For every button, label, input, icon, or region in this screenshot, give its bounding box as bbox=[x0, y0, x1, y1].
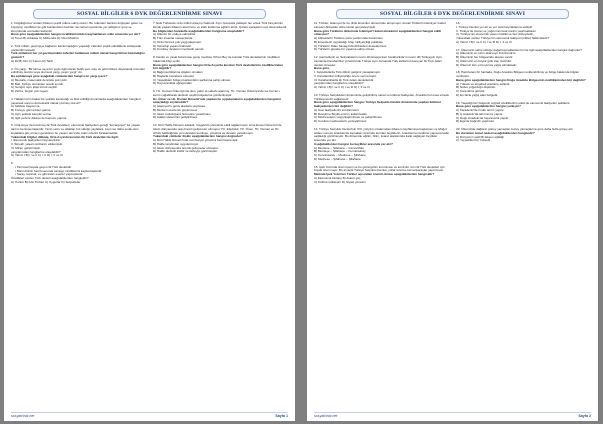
question bbox=[314, 128, 449, 162]
answer-option: D) Adalet sisteminin geliştirilmesi bbox=[153, 115, 198, 120]
answer-option: A) Bağımsızlıklarına düşkün olmaları bbox=[153, 70, 203, 74]
question-prompt: Buna göre aşağıdakilerden hangisi Türkiye Selçuklu Devleti döneminde yapılan kültürel faaliyetlerden biri değildir? bbox=[314, 100, 441, 108]
answer-option: A) Karadeniz'de fındık tarımı yapılır. bbox=[456, 108, 505, 112]
answer-option: A) Mustafa, matematik dersinde çok iyidir. bbox=[11, 77, 68, 82]
answer-option: D) Teknoloji yaşam hakimdir. bbox=[153, 43, 192, 48]
answer-option: B) Halife tarafından uygulanmıştır. bbox=[153, 141, 200, 146]
question-stem: 3. Ön yargı; “Bir kimse veya bir şeyle ilgili olarak belirli şart, olay ve görüntülere dayanarak önceden edinilmiş olumlu veya olumsuz yargı, peşin yargı” dır. bbox=[11, 66, 145, 75]
answer-options bbox=[314, 109, 449, 124]
answer-option: • Tarımsal hayata geçen ilk Türk devletidir. bbox=[15, 164, 72, 169]
question-stem: 19. Yaşadığımız bölgenin coğrafi özelliklerinin etkisi ile ekonomik faaliyetler şekillenir. bbox=[456, 100, 571, 105]
question bbox=[456, 71, 591, 97]
answer-option: C) Aynı şekilde karşılık verme bbox=[11, 111, 52, 116]
answer-option: yargılarından hangilerine ulaşılabilir? bbox=[314, 81, 364, 86]
page-2-title: SOSYAL BİLGİLER 6 DYK DEĞERLENDİRME SINAVI bbox=[336, 9, 569, 19]
answer-option: C) İslam topluluğuna hizmetine yaratılması bbox=[153, 111, 211, 116]
footer-site: sosyalciniz.net bbox=[314, 414, 338, 418]
question-stem: 1. Doğduğumuz andan itibaren çeşitli rollere sahip oluruz. Bu rollerden bazıları doğuştan gelen ve büyüyüp, özellikleri ile gibi belirlenirken bazıları da zaman içerisinde yer aldığımız grup ve kurumlarda sonradan kazanılır. bbox=[11, 22, 143, 33]
question-prompt: Yukarıdaki bilgiler dikkate, Orta Asya'da kurulan ilk Türk devletleri ile ilgili; bbox=[11, 134, 119, 139]
answer-option: D) Türklerin göçebe bir yaşama sahip olması bbox=[314, 47, 375, 52]
answer-option: I. Selçuklularda Türk dilinin gelişimi yavaşlamıştır. bbox=[314, 70, 381, 74]
answer-option: • Saray, tapınak, ev gibi kalıcı eserler yapmışlardır. bbox=[15, 172, 84, 177]
answer-options bbox=[153, 33, 288, 52]
question bbox=[11, 22, 146, 41]
answer-options bbox=[456, 26, 591, 45]
answer-option: C) Kültürel etkileşim D) Siyasi yönetim bbox=[314, 179, 366, 184]
question bbox=[456, 128, 591, 143]
answer-option: III. Türkiye'nin ekonomik yapısı nitelikli ve ileri düzeydedir. bbox=[456, 32, 534, 37]
answer-options bbox=[314, 71, 449, 90]
page-2-column-left bbox=[314, 22, 449, 408]
question-stem: 16. bbox=[456, 22, 461, 25]
question-prompt: Metinde İpek Yolu'nun Türkler açısından önemli olması aşağıdakilerden hangisidir? bbox=[314, 172, 435, 176]
answer-option: A) Yalnız I B) I ve II C) I, II D) I, II ve III bbox=[11, 153, 63, 158]
question bbox=[11, 45, 146, 64]
question-stem: 9. Hz. Osman Ödemiş'inde ilere yakın at sabahı atanmış, Hz. Osman Ödemiş'inde ise Kur'an-ı kerim çoğaltılarak devletin çeşitli bölgelerine gönderilmiştir. bbox=[153, 89, 280, 97]
page-2-footer bbox=[314, 412, 591, 418]
question bbox=[11, 162, 146, 185]
answer-option: III. Miras' geliştirmiştir. bbox=[11, 145, 41, 150]
page-1-column-right bbox=[153, 22, 288, 408]
answer-option: D) Medrese – Şifahane – Şifahane bbox=[314, 156, 361, 161]
answer-option: A) Yalnız I B) I ve II C) I ve III D) I, II ve III bbox=[314, 85, 370, 89]
answer-option: B) Nüfus yoğunluğu düşüktür. bbox=[456, 85, 496, 90]
page-1-footer bbox=[11, 412, 288, 418]
answer-option: A) Dört Halife Dönemi'nde cumhuriyet yönetimi benimsenmiştir. bbox=[153, 138, 239, 142]
answer-option: B) Tüm insanlar savaşçılardır. bbox=[153, 36, 194, 40]
answer-option: A) Ülkemizin en uzun akarsuyu Kızılırmak'tır. bbox=[456, 51, 517, 56]
page-1-columns bbox=[11, 22, 288, 408]
question-stem: 18. Hazırlanan bir haritada, Doğu Anadolu Bölgesi renklendirilmiş ve bölge hakkında bilgiler verilmiştir. bbox=[456, 70, 580, 78]
answer-option: B) Merkezi otoritenin güçlenmesi bbox=[153, 107, 198, 112]
answer-option: A) Yalnız I B) I ve II C) I ve III D) I, II ve III bbox=[456, 39, 512, 44]
answer-option: C) Yaşadıkları bölgeyi karkat ilkim şartlarına sahip olması bbox=[153, 77, 231, 82]
answer-option: D) İlgili yerlere dilekçe ile başvuru yapma bbox=[11, 115, 67, 120]
question-prompt: Bu bilgilerden hareketle aşağıdakilerden hangisine ulaşılabilir? bbox=[153, 28, 245, 33]
answer-option: B) Menteşe – Şifahane – Kervansaray bbox=[314, 149, 366, 154]
answer-option: B) Konuyu görmezden gelme bbox=[11, 108, 51, 112]
question-stem: 10. Dört Halife Dönemi adaletli, hoşgörülü yönetimle etkili sağlanmıştır. Ama Emevi Dönemi'nde İslam dünyasında pek önemli gelişmeler olmuştur. Hz. Ebubekir, Hz. Ömer, Hz. Osman ve Hz. Ali'nin halifeliğinde yeni devletin kuruluşu, yönetimi ve devamı yaratılmıştır. bbox=[153, 123, 282, 135]
answer-options bbox=[11, 166, 146, 185]
answer-options bbox=[456, 109, 591, 124]
page-2 bbox=[307, 3, 598, 421]
answer-option: B) Devşirme Beylik sınırını kullanmaları bbox=[314, 111, 368, 116]
answer-option: D) Halife devletin kültür ve ilerleyişi görülmüştür. bbox=[153, 149, 218, 154]
answer-options bbox=[314, 37, 449, 52]
answer-option: B) Emevilerin uyguladığı Arap milliyetçiliği politikası bbox=[314, 39, 383, 44]
question-prompt: Bu açıklamaya göre aşağıdaki cümlelerden hangisi ön yargı içerir? bbox=[11, 74, 108, 78]
question-prompt: Buna göre aşağıdakilerden hangisi Doğu Anadolu Bölgesinin özelliklerinden biri değildir? bbox=[456, 77, 586, 82]
question bbox=[11, 98, 146, 121]
answer-option: A) Dünya'nın şekli B) Eksen eğikliği bbox=[456, 134, 504, 139]
footer-page-number: Sayfa 2 bbox=[578, 414, 591, 418]
question-prompt: Buna göre Türklerin dinlerinde İslamiyet'i kabul etmelerini aşağıdakilerden hangisi etkili olmuştur? bbox=[314, 28, 442, 37]
question-stem: 13. Türkiye Selçukluları döneminde geliştirilmiş sanat ve kültürel faaliyetler, Anadolu'nun kısa sürede Türkleşmesini sağlamıştır. bbox=[314, 92, 449, 101]
question-stem: 15. İpek Yolu'nda ticari önemi ve bu güzergahın korunması ve kontrolü, tüm ilk Türk devletleri için büyük önem taşır. Bu amaçla Türkiye Selçuklu Devleti, yollar üzerine kervansaraylar yaptırmıştır. bbox=[314, 164, 445, 173]
question-prompt: Yukarıdaki cümleler ilişkin aşağıdakilerden hangisi doğrudur? bbox=[153, 134, 243, 139]
answer-option: II. Karahanlılar milliyetçiliğe önem vermemiştir. bbox=[314, 73, 377, 78]
answer-options bbox=[456, 52, 591, 67]
question-stem: 12. Gaznelilerin ve Selçukluların resmi dili Arapça iken Karahanlılar'ın resmi dili Türkçeydi. Aynı zamanda Karahanlılar yönetiminde Türkçe aynı zamanda Türk kültürünü koruyan ilk Türk-İslam devleti olmuştur. bbox=[314, 55, 443, 67]
answer-option: A) Ekonomik kazanç B) Askeri güç bbox=[314, 175, 361, 180]
page-2-column-right bbox=[456, 22, 591, 408]
question bbox=[314, 22, 449, 52]
answer-option: C) Kervansaray – Medrese – Şifahane bbox=[314, 153, 366, 157]
answer-option: • Mani dininin benimsenerek savaşçı özelliklerini kaybetmişlerdir. bbox=[15, 168, 103, 173]
answer-option: A) İmar faaliyetlerini sürdürmeleri bbox=[314, 107, 359, 112]
answer-options bbox=[11, 79, 146, 94]
answer-options bbox=[456, 83, 591, 98]
question-prompt: Aşağıdakilerden hangisi bu beylikler arasında yer alır? bbox=[314, 141, 393, 146]
question-stem: 4. Haklarımızın bakaz bir şekilde kazandığı ve ilkel edildiği durumlarda aşağıdakilerden hangileri yaparsak sorunu demokratik olarak çözmüş oluruz? bbox=[11, 96, 141, 105]
question bbox=[153, 22, 288, 52]
footer-page-number: Sayfa 1 bbox=[275, 414, 288, 418]
answer-option: D) En fazla yağış alan bölgedir. bbox=[456, 92, 499, 97]
answer-option: D) Kurultay devleten meclisidir sandır. bbox=[153, 47, 205, 52]
answer-options bbox=[11, 37, 146, 41]
question-prompt: Bu durumun temel nedeni aşağıdakilerden hangisidir? bbox=[456, 130, 535, 135]
answer-option: A) Abbasilerin Türklere para yardımında bulunması bbox=[314, 36, 383, 40]
page-1 bbox=[4, 3, 295, 421]
answer-option: C) Türklerin Talas Savaşı'nda Abbasileri desteklemesi bbox=[314, 43, 387, 48]
answer-option: A) Mentese – Şifahane – Cenevizliler bbox=[314, 145, 365, 150]
question-prompt: Buna göre, bbox=[314, 66, 330, 71]
question-stem: 6. bbox=[11, 161, 14, 165]
question bbox=[456, 22, 591, 45]
question-stem: 14. Türkiye Selçuklu Devleti'nin XIII. yüzyılın ortalarından itibaren zayıflamaya başlaması ve Moğol istilası sonucu Anadolu'da toprakları üzerinde kurulan beyliklerin, Anadolu'nun kültürel yapısına katkı sağladığı görülmüştür. Bu dönemde eğitim, bilim, ticaret alanlarında katkı sağlayan beylikler arasında yer alır. bbox=[314, 126, 449, 142]
question-prompt: Türk milletinin her yıl geçmişindeki zaferleri kutlaması milleti olarak hangi bilinci kazandığını gösterir? bbox=[11, 51, 145, 59]
answer-option: Özellikleri verilen Türk devleti aşağıdakilerden hangisidir? bbox=[11, 176, 89, 180]
answer-option: D) Hayvancılıkla uğraşmaları bbox=[153, 81, 193, 86]
question-stem: 11. Türkler, İslamiyet ile bu dinle Emeviler döneminde tanışmıştır. Ancak Türklerin İslamiyet'i kabul etmeleri Abbasiler döneminde gerçekleşmiştir. bbox=[314, 22, 446, 29]
answer-option: D) Zehra, bugün çok neşeli. bbox=[11, 89, 49, 93]
answer-options bbox=[11, 60, 146, 64]
question-stem: 7. Eski Türklerde ordu milleti anlayışı hakimdi. Aynı zamanda yaklaşık her erkek Türk bireylerinin küçük yaştan itibaren ata binme ve silah kullanma eğitimi alırdı. Çünkü savaşların eşit ideal askerdi. bbox=[153, 22, 287, 29]
answer-options bbox=[153, 105, 288, 120]
question-stem: 2. Türk milleti, geçmişiye bağlanırı kazanmadığım yaşadığı zaferleri çeşitli etkinliklerle kutlayarak güçlendirmektedir. bbox=[11, 43, 141, 52]
answer-option: B) Ülkemizin her bölgesinde akarsu vardır. bbox=[456, 55, 514, 59]
page-2-columns bbox=[314, 22, 591, 408]
answer-option: A) Şiddete başvurma bbox=[11, 104, 40, 109]
answer-option: II. Sürekli, yaşam tarzlarını etkilemiştir. bbox=[11, 142, 63, 146]
answer-option: C) Yerşekilleri D) Yükselti bbox=[456, 138, 491, 143]
answer-option: C) Medreselerin yaygınlaştırılması ve geliştirilmesi bbox=[314, 115, 382, 120]
answer-option: C) Ordu hizmeti çok yaygınlaşmıştır. bbox=[153, 39, 202, 44]
page-1-column-left bbox=[11, 22, 146, 408]
answer-option: B) Haşlarla müzakere etmeleri bbox=[153, 73, 194, 78]
question-prompt: Buna göre aşağıdakilerden hangisi yanlıştır? bbox=[456, 104, 521, 109]
answer-option: C) Songül, aynı kitap kızıdı seçildi. bbox=[11, 85, 58, 90]
question bbox=[314, 56, 449, 90]
question-stem: 20. Ülkemizde dağların güney yamaçları kuzey yamaçlarına göre daha fazla güneş alır. bbox=[456, 127, 574, 131]
question bbox=[153, 90, 288, 120]
answer-option: B) Bali, Türkçe dersinden teselli ayırdır. bbox=[11, 81, 64, 86]
answer-option: A) Torun B) Arkadaş C) Mühendis D) Okul Müdürü bbox=[11, 36, 79, 40]
question bbox=[314, 94, 449, 124]
answer-options bbox=[11, 105, 146, 120]
question bbox=[11, 124, 146, 158]
answer-options bbox=[314, 177, 449, 185]
answer-options bbox=[153, 139, 288, 154]
answer-option: A) Dil B) Din C) Kanun D) Tarih bbox=[11, 58, 53, 63]
page-1-title: SOSYAL BİLGİLER 6 DYK DEĞERLENDİRME SINAVI bbox=[33, 9, 266, 19]
answer-option: II. Türkiye'de ticaret ve yoğun tarımsal üretim yapılmaktadır. bbox=[456, 28, 537, 33]
question-prompt: Hz. Ömer ve Hz. Osman Dönemi'nde yapılan bu uygulamaların aşağıdakilerden hangisini amaçladığı söylenebilir? bbox=[153, 96, 281, 105]
question-stem: 5. Orta Asya' da kurulmuş ilk Türk devletleri, ekonomik faaliyetleri gereği “konargöçer” bir yaşam tarzını benimsemişlerdir. Yazın serin ve otlakları bol olduğu yaylalara, kışın ise daha sıcak olan kışlaklara göç etmeyi gerektiren bu yaşam tarzında, kalıcı izlerini bırakamadılar. bbox=[11, 123, 141, 135]
question bbox=[456, 102, 591, 125]
answer-option: D) Kurulan medreselerin yerleştirilmesi bbox=[314, 119, 367, 123]
answer-option: C) Doğu Anadolu'da hayvancılık yapılır. bbox=[456, 115, 510, 120]
answer-options bbox=[153, 71, 288, 86]
question bbox=[456, 49, 591, 68]
answer-option: D) Ülkemiz tüm yıl boyunca yağış almaktadır. bbox=[456, 62, 517, 67]
question bbox=[11, 68, 146, 94]
answer-option: A) Ülkenin bir orduya sahiptirler. bbox=[153, 32, 197, 37]
answer-option: C) İslam dünyasında önemli gelişmeler olmuştur. bbox=[153, 145, 219, 150]
question-prompt: Buna göre aşağıdakilerden hangisi Orta Asya'da kurulan Türk devletlerinin özelliklerinden biri değildir? bbox=[153, 62, 283, 71]
answer-options bbox=[11, 139, 146, 158]
answer-options bbox=[314, 147, 449, 162]
answer-option: III. Karahanlılarda ilk Türk-İslam devletleridir. bbox=[314, 77, 375, 82]
answer-options bbox=[456, 136, 591, 144]
answer-option: A) Hunlar B) Kök Türkler C) Uygurlar D) Selçuklular bbox=[11, 179, 81, 184]
answer-option: Yukarıdaki verilen Türkiye'nin ekonomik faaliyeti (millisi) hakkındadır? bbox=[456, 36, 550, 40]
answer-option: A) İslamiyet'in geniş alanlara yayılması bbox=[153, 104, 206, 108]
answer-option: B) İç Anadolu'da tahıl tarımı yapılır. bbox=[456, 111, 504, 116]
question bbox=[153, 124, 288, 154]
answer-option: I. Türkiye Devleti yer alt ve yer üstü kaynaklarına sahiptir. bbox=[456, 24, 533, 29]
answer-option: I. Ekonomik faaliyetleri hayvancılıktır. bbox=[11, 138, 61, 143]
question-stem: 8. Devlet ve yasal bulunması geniş mecliste Orhan Bey ile kurulan Türk devletlerinin özellikleri hakkında bilgi verilir. bbox=[153, 55, 280, 63]
question-prompt: Buna göre aşağıdakilerden hangisi özelliklerimizden kaynaklanan roller arasında yer alır? bbox=[11, 32, 141, 37]
answer-option: C) Ülkemizin en büyük gölü Van Gölü'dür. bbox=[456, 58, 513, 63]
answer-option: D) Ege'de bağcılık yapılmaz. bbox=[456, 119, 495, 124]
answer-option: C) Kara iklimi görülür. bbox=[456, 89, 486, 93]
question bbox=[153, 56, 288, 86]
question bbox=[314, 166, 449, 185]
footer-site: sosyalciniz.net bbox=[11, 414, 35, 418]
answer-option: yargılarından hangilerine ulaşılabilir? bbox=[11, 149, 61, 154]
question-stem: 17. Ülkemizin sahip olduğu doğal kaynaklardan biri ile ilgili aşağıdakilerden hangisi doğrudur? bbox=[456, 47, 583, 52]
answer-option: A) Yüksek ve engebeli arazilere sahiptir. bbox=[456, 81, 511, 86]
